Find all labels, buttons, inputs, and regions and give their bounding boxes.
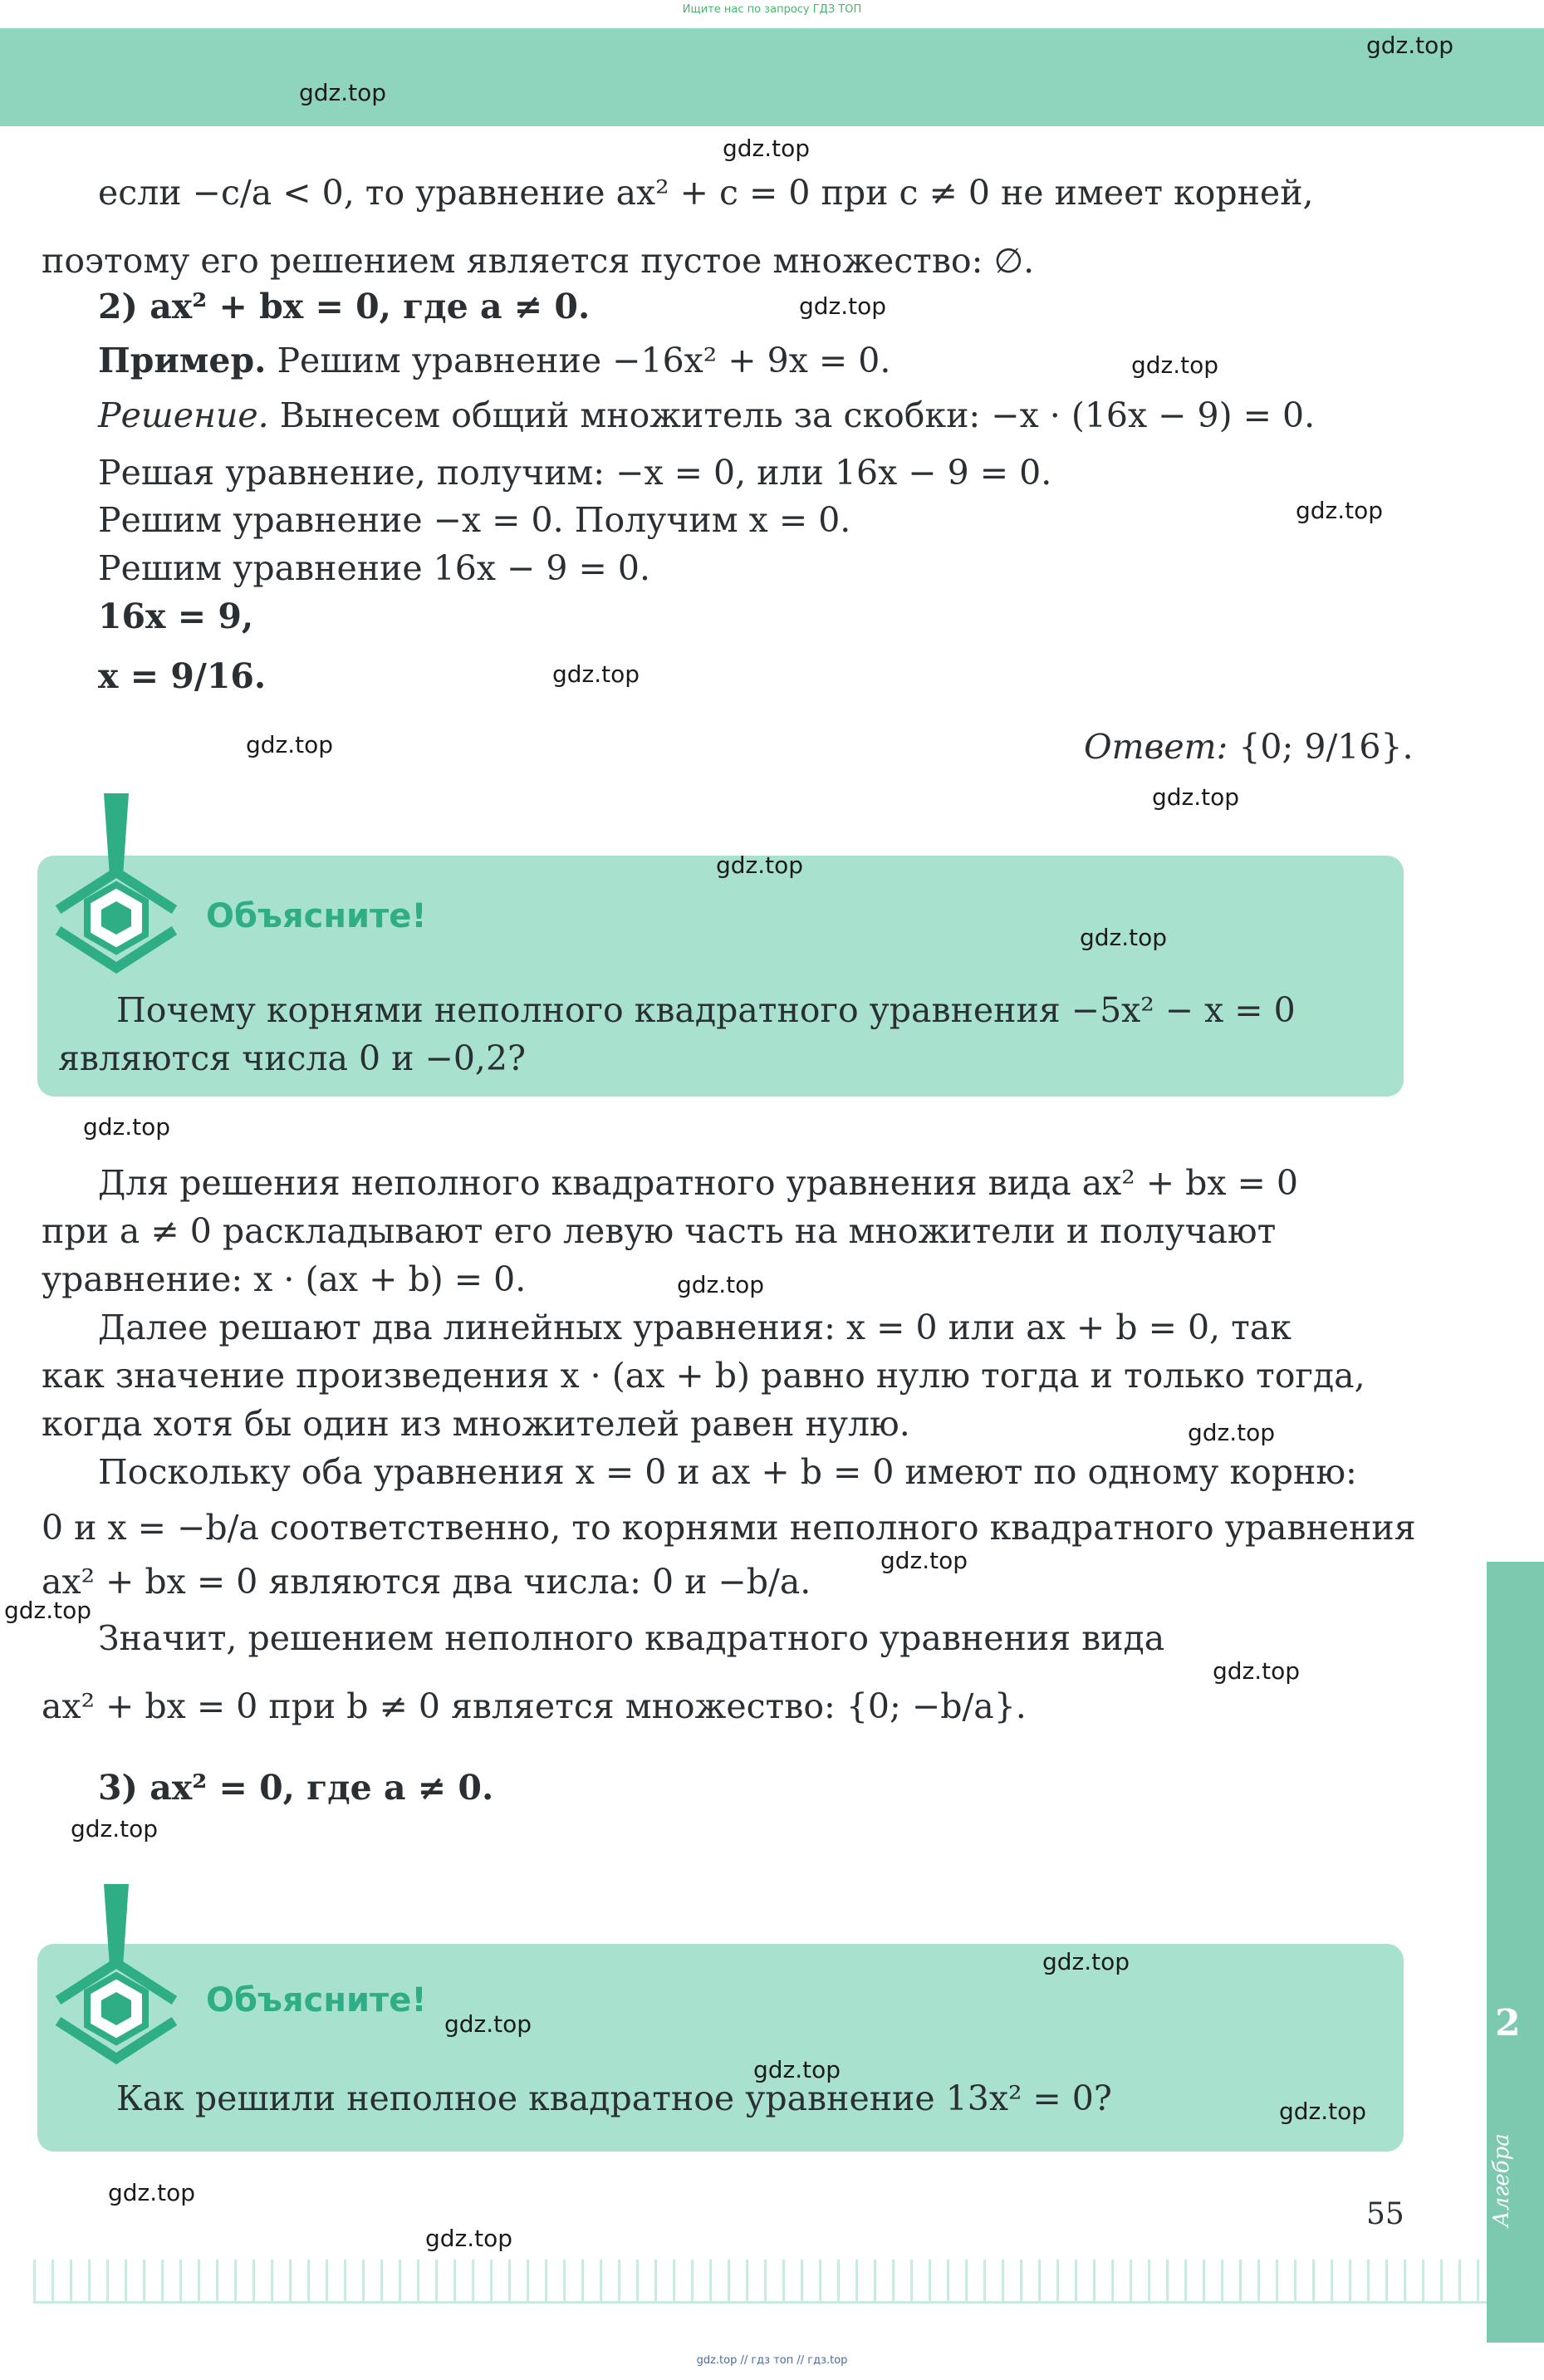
example-text: Решим уравнение −16x² + 9x = 0. [266,341,891,380]
case-heading-2: 2) ax² + bx = 0, где a ≠ 0. [98,287,591,326]
watermark-text: gdz.top [1366,32,1454,59]
watermark-text: gdz.top [83,1113,171,1141]
paragraph-line: поэтому его решением является пустое множество: ∅. [42,241,1035,281]
watermark-text: gdz.top [444,2010,532,2038]
solution-step: Решая уравнение, получим: −x = 0, или 16x − 9 = 0. [98,453,1052,493]
ruler-decoration [33,2260,1487,2304]
watermark-text: gdz.top [753,2056,841,2083]
theory-line: ax² + bx = 0 при b ≠ 0 является множество: {0; −b/a}. [42,1686,1027,1726]
bottom-hint: gdz.top // гдз топ // гдз.top [696,2354,848,2367]
watermark-text: gdz.top [552,660,640,688]
hexagon-exclamation-icon [50,1884,183,2075]
watermark-text: gdz.top [677,1271,765,1298]
solution-line [98,395,1315,436]
watermark-text: gdz.top [425,2225,513,2252]
explain-box-2 [37,1944,1404,2152]
watermark-text: gdz.top [723,135,811,162]
theory-line: как значение произведения x · (ax + b) равно нулю тогда и только тогда, [42,1356,1365,1396]
top-hint: Ищите нас по запросу ГДЗ ТОП [682,3,862,16]
theory-line: ax² + bx = 0 являются два числа: 0 и −b/a. [42,1562,811,1602]
explain-box-1-question: Почему корнями неполного квадратного уравнения −5x² − x = 0 [116,990,1296,1030]
theory-line: 0 и x = −b/a соответственно, то корнями неполного квадратного уравнения [42,1508,1416,1548]
watermark-text: gdz.top [799,292,887,320]
paragraph-line: если −c/a < 0, то уравнение ax² + c = 0 при c ≠ 0 не имеет корней, [98,173,1314,213]
solution-text: Вынесем общий множитель за скобки: −x · (16x − 9) = 0. [268,395,1316,435]
hexagon-exclamation-icon [50,793,183,984]
chapter-number: 2 [1495,2002,1521,2044]
explain-box-1-question: являются числа 0 и −0,2? [58,1038,527,1078]
explain-box-1-title: Объясните! [206,897,427,935]
theory-line: при a ≠ 0 раскладывают его левую часть на множители и получают [42,1211,1277,1251]
example-line [98,341,890,381]
watermark-text: gdz.top [1131,351,1219,379]
watermark-text: gdz.top [1296,497,1384,524]
answer-line [1084,727,1414,768]
watermark-text: gdz.top [4,1597,92,1624]
solution-step: Решим уравнение 16x − 9 = 0. [98,548,650,588]
watermark-text: gdz.top [246,731,334,758]
header-band [0,28,1544,126]
chapter-side-label: Алгебра [1489,2133,1514,2228]
watermark-text: gdz.top [1188,1419,1276,1446]
solution-label: Решение. [98,395,269,435]
watermark-text: gdz.top [299,79,387,106]
watermark-text: gdz.top [71,1815,159,1843]
theory-line: Значит, решением неполного квадратного уравнения вида [98,1618,1165,1658]
watermark-text: gdz.top [108,2179,196,2206]
example-label: Пример. [98,341,267,380]
answer-value: {0; 9/16}. [1228,727,1414,767]
watermark-text: gdz.top [1213,1657,1301,1685]
theory-line: Для решения неполного квадратного уравнения вида ax² + bx = 0 [98,1163,1299,1203]
theory-line: Далее решают два линейных уравнения: x = 0 или ax + b = 0, так [98,1308,1292,1347]
theory-line: когда хотя бы один из множителей равен нулю. [42,1404,910,1444]
solution-step: Решим уравнение −x = 0. Получим x = 0. [98,500,851,540]
solution-step: x = 9/16. [98,656,267,696]
explain-box-2-title: Объясните! [206,1981,427,2019]
page-number: 55 [1366,2197,1404,2231]
watermark-text: gdz.top [1080,924,1168,951]
explain-box-2-question: Как решили неполное квадратное уравнение 13x² = 0? [116,2078,1112,2118]
watermark-text: gdz.top [1152,783,1240,811]
watermark-text: gdz.top [880,1547,968,1574]
answer-label: Ответ: [1084,727,1228,767]
watermark-text: gdz.top [716,851,804,879]
solution-step: 16x = 9, [98,596,254,636]
theory-line: Поскольку оба уравнения x = 0 и ax + b = 0 имеют по одному корню: [98,1452,1357,1492]
watermark-text: gdz.top [1042,1948,1130,1975]
theory-line: уравнение: x · (ax + b) = 0. [42,1259,527,1299]
case-heading-3: 3) ax² = 0, где a ≠ 0. [98,1768,494,1808]
watermark-text: gdz.top [1279,2098,1367,2125]
